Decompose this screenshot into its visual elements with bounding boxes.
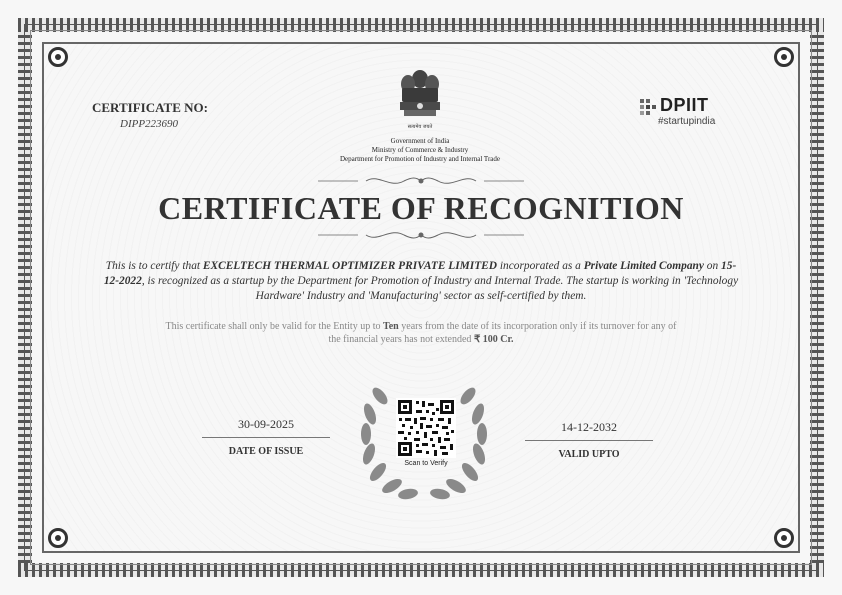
startupindia-tagline: #startupindia bbox=[658, 116, 716, 127]
validity-years: Ten bbox=[382, 321, 399, 332]
certificate-title: CERTIFICATE OF RECOGNITION bbox=[158, 190, 684, 226]
dpiit-mark-icon bbox=[640, 99, 656, 121]
ornament-divider bbox=[318, 228, 524, 242]
certificate-number-value: DIPP223690 bbox=[120, 118, 179, 130]
issue-date: 30-09-2025 bbox=[238, 417, 294, 431]
verification-qr-code[interactable] bbox=[396, 398, 456, 458]
dpiit-logo bbox=[640, 97, 750, 131]
valid-upto-label: VALID UPTO bbox=[558, 449, 620, 460]
emblem-motto: सत्यमेव जयते bbox=[407, 124, 433, 130]
turnover-limit: ₹ 100 Cr. bbox=[473, 334, 514, 345]
corner-ornament bbox=[48, 528, 68, 548]
incorporation-date: 15-12-2022 bbox=[103, 260, 737, 287]
corner-ornament bbox=[48, 47, 68, 67]
department-line: Department for Promotion of Industry and Internal Trade bbox=[340, 155, 500, 163]
government-header bbox=[300, 137, 540, 164]
issue-date-block bbox=[202, 417, 330, 457]
valid-upto-block bbox=[525, 420, 653, 460]
scan-to-verify-caption: Scan to Verify bbox=[404, 460, 448, 467]
government-line: Government of India bbox=[390, 137, 450, 145]
recognition-statement: This is to certify that EXCELTECH THERMAL OPTIMIZER PRIVATE LIMITED incorporated as a Private Limited Company on 15-12-2022, is recognized as a startup by the Department for Promotion of Industry and Internal Trade. The startup is working in 'Technology Hardware' Industry and 'Manufacturing' sector as self-certified by them. bbox=[103, 260, 739, 302]
issue-date-label: DATE OF ISSUE bbox=[228, 446, 304, 457]
company-type: Private Limited Company bbox=[583, 260, 704, 272]
national-emblem-icon bbox=[391, 66, 449, 132]
valid-upto-date: 14-12-2032 bbox=[561, 420, 617, 434]
dpiit-wordmark: DPIIT bbox=[660, 95, 709, 115]
divider bbox=[525, 440, 653, 441]
company-name: EXCELTECH THERMAL OPTIMIZER PRIVATE LIMITED bbox=[202, 260, 498, 272]
ornament-divider bbox=[318, 174, 524, 188]
certificate-number-label: CERTIFICATE NO: bbox=[92, 100, 208, 115]
corner-ornament bbox=[774, 47, 794, 67]
corner-ornament bbox=[774, 528, 794, 548]
divider bbox=[202, 437, 330, 438]
validity-note: This certificate shall only be valid for the Entity up to Ten years from the date of its incorporation only if its turnover for any of the financial years has not extended ₹ 100 Cr. bbox=[165, 321, 677, 345]
ministry-line: Ministry of Commerce & Industry bbox=[371, 146, 469, 154]
